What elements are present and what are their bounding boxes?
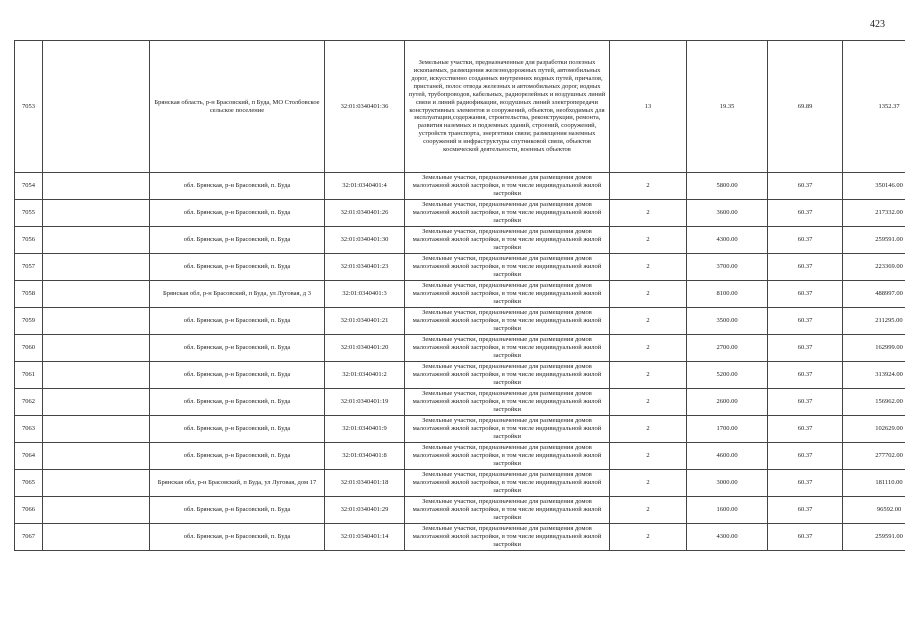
area-cell: 5200.00 [687, 362, 768, 389]
address-cell: обл. Брянская, р-н Брасовский, п. Буда [150, 416, 325, 443]
land-registry-table [14, 40, 905, 551]
area-cell: 5800.00 [687, 173, 768, 200]
area-cell: 1700.00 [687, 416, 768, 443]
cadastral-value-cell: 350146.00 [843, 173, 905, 200]
address-cell: Брянская область, р-н Брасовский, п Буда, МО Столбовское сельское поселение [150, 41, 325, 173]
address-cell: обл. Брянская, р-н Брасовский, п. Буда [150, 497, 325, 524]
blank-cell [43, 335, 150, 362]
address-cell: обл. Брянская, р-н Брасовский, п. Буда [150, 308, 325, 335]
table-row [15, 227, 905, 254]
registry-body [15, 41, 905, 551]
blank-cell [43, 443, 150, 470]
land-use-cell: Земельные участки, предназначенные для размещения домов малоэтажной жилой застройки, в том числе индивидуальной жилой застройки [405, 362, 610, 389]
category-cell: 2 [610, 443, 687, 470]
address-cell: Брянская обл, р-н Брасовский, п Буда, ул Луговая, д 3 [150, 281, 325, 308]
land-use-cell: Земельные участки, предназначенные для размещения домов малоэтажной жилой застройки, в том числе индивидуальной жилой застройки [405, 173, 610, 200]
table-row [15, 335, 905, 362]
category-cell: 2 [610, 200, 687, 227]
row-number-cell: 7062 [15, 389, 43, 416]
table-row [15, 41, 905, 173]
area-cell: 4600.00 [687, 443, 768, 470]
land-use-cell: Земельные участки, предназначенные для разработки полезных ископаемых, размещения железнодорожных путей, автомобильных дорог, искусственно созданных внутренних водных путей, причалов, пристаней, полос отвода железных и автомобильных дорог, водных путей, трубопроводов, кабельных, радиорелейных и воздушных линий связи и линий радиофикации, воздушных линий электропередачи конструктивных элементов и сооружений, объектов, необходимых для эксплуатации,содержания, строительства, реконструкции, ремонта, развития наземных и подземных зданий, строений, сооружений, устройств транспорта, энергетики связи; размещения наземных сооружений и инфраструктуры спутниковой связи, объектов космической деятельности, военных объектов [405, 41, 610, 173]
table-row [15, 281, 905, 308]
row-number-cell: 7060 [15, 335, 43, 362]
blank-cell [43, 470, 150, 497]
category-cell: 2 [610, 497, 687, 524]
row-number-cell: 7055 [15, 200, 43, 227]
cadastral-number-cell: 32:01:0340401:29 [325, 497, 405, 524]
area-cell: 4300.00 [687, 227, 768, 254]
category-cell: 2 [610, 524, 687, 551]
row-number-cell: 7067 [15, 524, 43, 551]
cadastral-number-cell: 32:01:0340401:20 [325, 335, 405, 362]
row-number-cell: 7057 [15, 254, 43, 281]
cadastral-number-cell: 32:01:0340401:8 [325, 443, 405, 470]
category-cell: 2 [610, 470, 687, 497]
area-cell: 3600.00 [687, 200, 768, 227]
address-cell: обл. Брянская, р-н Брасовский, п. Буда [150, 173, 325, 200]
category-cell: 2 [610, 173, 687, 200]
cadastral-value-cell: 162999.00 [843, 335, 905, 362]
area-cell: 8100.00 [687, 281, 768, 308]
category-cell: 2 [610, 335, 687, 362]
row-number-cell: 7058 [15, 281, 43, 308]
address-cell: обл. Брянская, р-н Брасовский, п. Буда [150, 389, 325, 416]
address-cell: Брянская обл, р-н Брасовский, п Буда, ул Луговая, дом 17 [150, 470, 325, 497]
cadastral-number-cell: 32:01:0340401:36 [325, 41, 405, 173]
land-use-cell: Земельные участки, предназначенные для размещения домов малоэтажной жилой застройки, в том числе индивидуальной жилой застройки [405, 200, 610, 227]
land-use-cell: Земельные участки, предназначенные для размещения домов малоэтажной жилой застройки, в том числе индивидуальной жилой застройки [405, 470, 610, 497]
rate-cell: 60.37 [768, 389, 843, 416]
row-number-cell: 7064 [15, 443, 43, 470]
table-row [15, 497, 905, 524]
cadastral-number-cell: 32:01:0340401:2 [325, 362, 405, 389]
rate-cell: 60.37 [768, 362, 843, 389]
cadastral-number-cell: 32:01:0340401:4 [325, 173, 405, 200]
area-cell: 3500.00 [687, 308, 768, 335]
table-row [15, 470, 905, 497]
land-use-cell: Земельные участки, предназначенные для размещения домов малоэтажной жилой застройки, в том числе индивидуальной жилой застройки [405, 443, 610, 470]
cadastral-value-cell: 488997.00 [843, 281, 905, 308]
land-use-cell: Земельные участки, предназначенные для размещения домов малоэтажной жилой застройки, в том числе индивидуальной жилой застройки [405, 227, 610, 254]
row-number-cell: 7061 [15, 362, 43, 389]
rate-cell: 60.37 [768, 335, 843, 362]
cadastral-value-cell: 277702.00 [843, 443, 905, 470]
cadastral-value-cell: 223369.00 [843, 254, 905, 281]
page-number: 423 [870, 19, 885, 30]
category-cell: 2 [610, 308, 687, 335]
table-row [15, 362, 905, 389]
table-row [15, 254, 905, 281]
cadastral-value-cell: 1352.37 [843, 41, 905, 173]
cadastral-number-cell: 32:01:0340401:21 [325, 308, 405, 335]
land-use-cell: Земельные участки, предназначенные для размещения домов малоэтажной жилой застройки, в том числе индивидуальной жилой застройки [405, 254, 610, 281]
land-use-cell: Земельные участки, предназначенные для размещения домов малоэтажной жилой застройки, в том числе индивидуальной жилой застройки [405, 524, 610, 551]
row-number-cell: 7065 [15, 470, 43, 497]
blank-cell [43, 41, 150, 173]
blank-cell [43, 416, 150, 443]
cadastral-number-cell: 32:01:0340401:19 [325, 389, 405, 416]
land-use-cell: Земельные участки, предназначенные для размещения домов малоэтажной жилой застройки, в том числе индивидуальной жилой застройки [405, 497, 610, 524]
area-cell: 3700.00 [687, 254, 768, 281]
blank-cell [43, 281, 150, 308]
blank-cell [43, 362, 150, 389]
cadastral-number-cell: 32:01:0340401:9 [325, 416, 405, 443]
area-cell: 2700.00 [687, 335, 768, 362]
table-row [15, 443, 905, 470]
address-cell: обл. Брянская, р-н Брасовский, п. Буда [150, 200, 325, 227]
land-use-cell: Земельные участки, предназначенные для размещения домов малоэтажной жилой застройки, в том числе индивидуальной жилой застройки [405, 335, 610, 362]
table-row [15, 200, 905, 227]
rate-cell: 60.37 [768, 254, 843, 281]
rate-cell: 60.37 [768, 173, 843, 200]
land-use-cell: Земельные участки, предназначенные для размещения домов малоэтажной жилой застройки, в том числе индивидуальной жилой застройки [405, 416, 610, 443]
blank-cell [43, 254, 150, 281]
row-number-cell: 7053 [15, 41, 43, 173]
blank-cell [43, 524, 150, 551]
cadastral-number-cell: 32:01:0340401:18 [325, 470, 405, 497]
row-number-cell: 7063 [15, 416, 43, 443]
row-number-cell: 7054 [15, 173, 43, 200]
cadastral-number-cell: 32:01:0340401:23 [325, 254, 405, 281]
rate-cell: 60.37 [768, 200, 843, 227]
area-cell: 2600.00 [687, 389, 768, 416]
blank-cell [43, 497, 150, 524]
cadastral-value-cell: 102629.00 [843, 416, 905, 443]
blank-cell [43, 173, 150, 200]
area-cell: 19.35 [687, 41, 768, 173]
table-row [15, 524, 905, 551]
cadastral-value-cell: 259591.00 [843, 524, 905, 551]
rate-cell: 60.37 [768, 308, 843, 335]
cadastral-value-cell: 156962.00 [843, 389, 905, 416]
cadastral-number-cell: 32:01:0340401:30 [325, 227, 405, 254]
address-cell: обл. Брянская, р-н Брасовский, п. Буда [150, 254, 325, 281]
cadastral-value-cell: 217332.00 [843, 200, 905, 227]
row-number-cell: 7056 [15, 227, 43, 254]
cadastral-value-cell: 96592.00 [843, 497, 905, 524]
rate-cell: 60.37 [768, 416, 843, 443]
rate-cell: 69.89 [768, 41, 843, 173]
table-row [15, 308, 905, 335]
address-cell: обл. Брянская, р-н Брасовский, п. Буда [150, 335, 325, 362]
rate-cell: 60.37 [768, 470, 843, 497]
cadastral-number-cell: 32:01:0340401:3 [325, 281, 405, 308]
cadastral-number-cell: 32:01:0340401:26 [325, 200, 405, 227]
rate-cell: 60.37 [768, 443, 843, 470]
address-cell: обл. Брянская, р-н Брасовский, п. Буда [150, 362, 325, 389]
land-use-cell: Земельные участки, предназначенные для размещения домов малоэтажной жилой застройки, в том числе индивидуальной жилой застройки [405, 281, 610, 308]
blank-cell [43, 227, 150, 254]
address-cell: обл. Брянская, р-н Брасовский, п. Буда [150, 524, 325, 551]
table-row [15, 389, 905, 416]
category-cell: 2 [610, 416, 687, 443]
blank-cell [43, 389, 150, 416]
cadastral-value-cell: 259591.00 [843, 227, 905, 254]
area-cell: 3000.00 [687, 470, 768, 497]
row-number-cell: 7066 [15, 497, 43, 524]
table-row [15, 416, 905, 443]
category-cell: 2 [610, 389, 687, 416]
area-cell: 4300.00 [687, 524, 768, 551]
rate-cell: 60.37 [768, 227, 843, 254]
rate-cell: 60.37 [768, 497, 843, 524]
category-cell: 2 [610, 362, 687, 389]
category-cell: 13 [610, 41, 687, 173]
cadastral-value-cell: 181110.00 [843, 470, 905, 497]
land-use-cell: Земельные участки, предназначенные для размещения домов малоэтажной жилой застройки, в том числе индивидуальной жилой застройки [405, 389, 610, 416]
rate-cell: 60.37 [768, 524, 843, 551]
cadastral-value-cell: 313924.00 [843, 362, 905, 389]
blank-cell [43, 308, 150, 335]
cadastral-value-cell: 211295.00 [843, 308, 905, 335]
address-cell: обл. Брянская, р-н Брасовский, п. Буда [150, 227, 325, 254]
cadastral-number-cell: 32:01:0340401:14 [325, 524, 405, 551]
address-cell: обл. Брянская, р-н Брасовский, п. Буда [150, 443, 325, 470]
table-row [15, 173, 905, 200]
rate-cell: 60.37 [768, 281, 843, 308]
category-cell: 2 [610, 281, 687, 308]
blank-cell [43, 200, 150, 227]
category-cell: 2 [610, 227, 687, 254]
land-use-cell: Земельные участки, предназначенные для размещения домов малоэтажной жилой застройки, в том числе индивидуальной жилой застройки [405, 308, 610, 335]
area-cell: 1600.00 [687, 497, 768, 524]
category-cell: 2 [610, 254, 687, 281]
row-number-cell: 7059 [15, 308, 43, 335]
